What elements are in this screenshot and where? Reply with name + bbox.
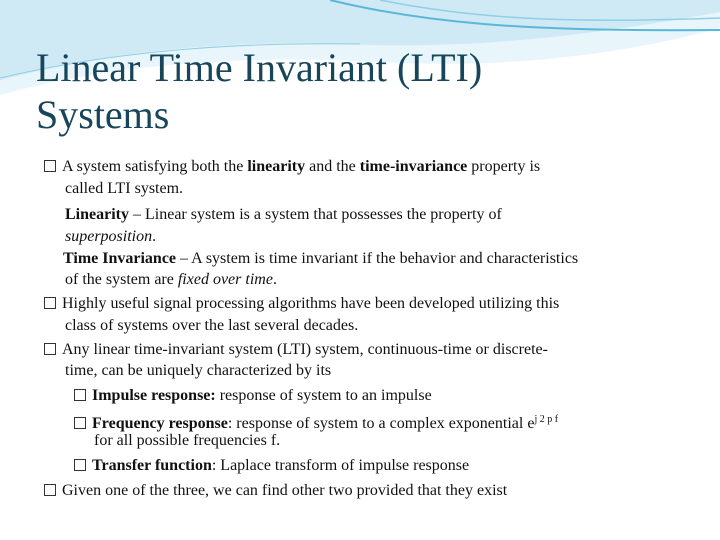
b1-text-mid: and the <box>305 158 360 175</box>
bullet-2-line-2: class of systems over the last several decades. <box>65 317 359 334</box>
linearity-definition-line-2 <box>65 226 156 248</box>
time-invariance-definition <box>63 248 578 270</box>
hollow-square-bullet-icon <box>74 459 86 471</box>
hollow-square-bullet-icon <box>74 417 86 429</box>
b1-text-pre: A system satisfying both the <box>62 158 248 175</box>
transfer-function-term: Transfer function <box>92 457 212 474</box>
linearity-def-text: – Linear system is a system that possesses the property of <box>129 206 502 223</box>
superposition-term: superposition <box>65 228 153 245</box>
impulse-response-term: Impulse response: <box>92 387 216 404</box>
hollow-square-bullet-icon <box>44 484 56 496</box>
bullet-3-line-2: time, can be uniquely characterized by its <box>65 362 332 379</box>
hollow-square-bullet-icon <box>44 297 56 309</box>
time-invariance-def-text: – A system is time invariant if the behavior and characteristics <box>176 250 579 267</box>
b1-text-post: property is <box>467 158 541 175</box>
hollow-square-bullet-icon <box>44 160 56 172</box>
frequency-response-term: Frequency response <box>92 415 228 432</box>
bullet-3-line-1 <box>44 339 548 361</box>
title-line-1: Linear Time Invariant (LTI) <box>36 45 483 90</box>
b4-text: Given one of the three, we can find other two provided that they exist <box>62 482 508 499</box>
title-line-2: Systems <box>36 92 170 137</box>
ti-end: . <box>272 271 277 288</box>
time-invariance-term: Time Invariance <box>63 250 177 267</box>
time-invariance-definition-line-2 <box>65 269 277 291</box>
ti-line2-text: of the system are <box>65 271 178 288</box>
hollow-square-bullet-icon <box>74 389 86 401</box>
bullet-1-line-1 <box>44 156 540 178</box>
bullet-2-line-1 <box>44 293 559 315</box>
frequency-response-def: : response of system to a complex exponential e <box>227 415 535 432</box>
b2-text: Highly useful signal processing algorithms have been developed utilizing this <box>62 295 560 312</box>
b1-term-time-invariance: time-invariance <box>359 158 468 175</box>
linearity-definition <box>65 204 502 226</box>
linearity-term: Linearity <box>65 206 129 223</box>
transfer-function-def: : Laplace transform of impulse response <box>211 457 470 474</box>
slide-title <box>36 44 696 138</box>
sub-bullet-transfer-function <box>74 455 469 477</box>
exponent-superscript: j 2 p f <box>534 414 559 425</box>
linearity-end: . <box>152 228 157 245</box>
bullet-4-line-1 <box>44 480 507 502</box>
sub-bullet-impulse-response <box>74 385 432 407</box>
frequency-response-line-2: for all possible frequencies f. <box>94 432 281 449</box>
fixed-over-time-term: fixed over time <box>177 271 273 288</box>
bullet-1-line-2: called LTI system. <box>65 180 184 197</box>
b3-text: Any linear time-invariant system (LTI) system, continuous-time or discrete- <box>62 341 548 358</box>
hollow-square-bullet-icon <box>44 343 56 355</box>
b1-term-linearity: linearity <box>247 158 306 175</box>
impulse-response-def: response of system to an impulse <box>215 387 432 404</box>
